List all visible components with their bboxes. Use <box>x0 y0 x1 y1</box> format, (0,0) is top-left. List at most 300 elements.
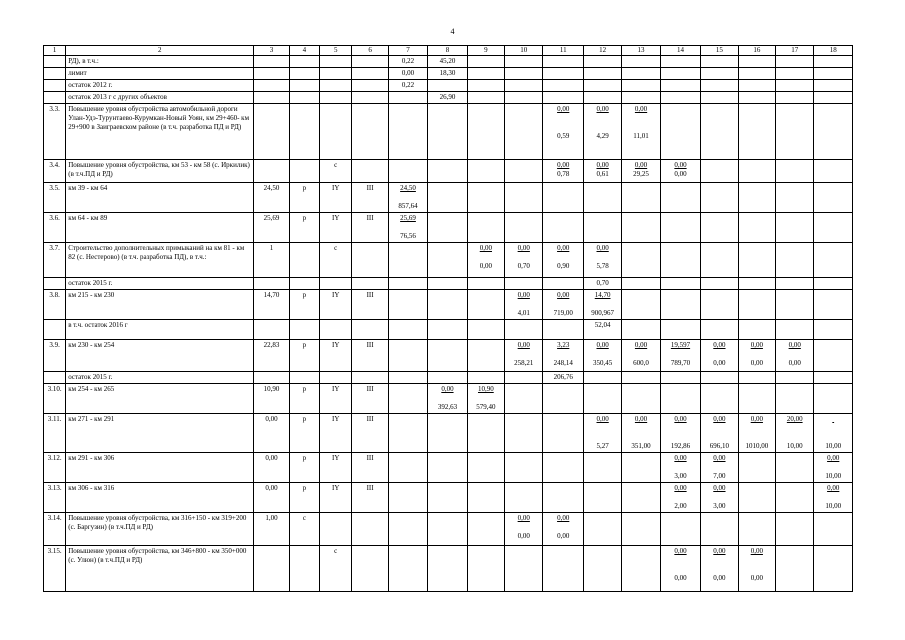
table-cell <box>776 290 814 320</box>
table-cell <box>622 183 660 213</box>
row-description: км 215 - км 230 <box>66 290 254 320</box>
table-cell <box>543 183 583 213</box>
column-header: 6 <box>352 46 388 56</box>
table-row <box>44 80 853 92</box>
table-cell <box>622 384 660 414</box>
table-cell <box>467 340 504 372</box>
table-cell <box>660 278 700 290</box>
table-cell <box>467 372 504 384</box>
table-row <box>44 213 853 243</box>
table-cell <box>543 278 583 290</box>
table-cell <box>738 546 775 592</box>
table-cell <box>505 384 543 414</box>
table-cell <box>814 453 853 483</box>
row-description: км 230 - км 254 <box>66 340 254 372</box>
table-cell <box>738 243 775 278</box>
table-cell: 3.8. <box>44 290 66 320</box>
table-cell <box>738 56 775 68</box>
cell-value <box>816 415 850 424</box>
table-cell: 3.14. <box>44 513 66 546</box>
table-cell <box>388 92 427 104</box>
table-cell: 14,70 <box>254 290 289 320</box>
table-cell <box>622 104 660 160</box>
table-cell <box>701 483 738 513</box>
table-cell <box>738 160 775 183</box>
table-cell <box>583 414 621 453</box>
table-cell <box>701 104 738 160</box>
table-cell <box>660 80 700 92</box>
table-cell <box>738 68 775 80</box>
table-cell: 206,76 <box>543 372 583 384</box>
table-cell: р <box>289 453 319 483</box>
column-header: 7 <box>388 46 427 56</box>
cell-value <box>586 350 619 359</box>
table-cell <box>543 384 583 414</box>
table-cell <box>738 453 775 483</box>
table-cell <box>701 513 738 546</box>
cell-value <box>703 350 735 359</box>
table-cell <box>352 68 388 80</box>
table-cell: III <box>352 213 388 243</box>
table-cell <box>583 104 621 160</box>
cell-value: 350,45 <box>593 359 613 367</box>
table-cell <box>44 56 66 68</box>
table-cell: 52,04 <box>583 320 621 340</box>
column-header: 3 <box>254 46 289 56</box>
table-cell: 3.6. <box>44 213 66 243</box>
cell-value: 392,63 <box>437 403 458 411</box>
table-cell <box>701 183 738 213</box>
cell-value: 4,01 <box>517 309 530 317</box>
cell-value: 5,78 <box>596 262 609 270</box>
table-cell <box>352 104 388 160</box>
table-cell <box>388 384 427 414</box>
cell-value: 0,00 <box>674 454 687 462</box>
table-cell <box>583 483 621 513</box>
table-cell <box>660 414 700 453</box>
cell-value <box>391 223 425 232</box>
table-cell <box>660 513 700 546</box>
table-cell <box>467 80 504 92</box>
table-cell <box>428 340 467 372</box>
table-cell <box>701 384 738 414</box>
cell-value <box>816 493 850 502</box>
cell-value: 0,00 <box>634 161 648 169</box>
cell-value: 10,00 <box>786 442 803 450</box>
cell-value <box>545 114 580 123</box>
table-cell <box>505 92 543 104</box>
table-cell <box>814 340 853 372</box>
cell-value: 0,00 <box>713 359 726 367</box>
table-cell <box>776 320 814 340</box>
table-cell <box>467 414 504 453</box>
cell-value <box>545 300 580 309</box>
table-cell: 45,20 <box>428 56 467 68</box>
cell-value <box>586 253 619 262</box>
cell-value: 0,00 <box>596 244 609 252</box>
table-cell <box>738 513 775 546</box>
column-header: 11 <box>543 46 583 56</box>
cell-value <box>545 350 580 359</box>
cell-value <box>507 300 540 309</box>
row-description: км 254 - км 265 <box>66 384 254 414</box>
table-cell <box>776 546 814 592</box>
cell-value <box>741 350 773 359</box>
table-cell <box>428 372 467 384</box>
table-cell <box>467 290 504 320</box>
table-cell <box>505 320 543 340</box>
row-description: км 306 - км 316 <box>66 483 254 513</box>
table-cell: р <box>289 483 319 513</box>
table-cell <box>583 213 621 243</box>
table-cell <box>320 68 352 80</box>
cell-value: 0,00 <box>634 341 648 349</box>
table-cell <box>814 372 853 384</box>
table-cell: 3.10. <box>44 384 66 414</box>
cell-value <box>703 565 735 574</box>
table-row <box>44 278 853 290</box>
table-cell <box>776 104 814 160</box>
table-cell <box>467 68 504 80</box>
row-description: остаток 2012 г. <box>66 80 254 92</box>
table-cell <box>814 290 853 320</box>
table-cell <box>428 160 467 183</box>
table-cell <box>320 56 352 68</box>
cell-value: 20,00 <box>786 415 803 423</box>
table-cell <box>660 92 700 104</box>
table-cell: IY <box>320 453 352 483</box>
table-cell <box>428 278 467 290</box>
table-cell <box>701 278 738 290</box>
table-cell <box>543 453 583 483</box>
table-cell <box>388 453 427 483</box>
table-cell <box>583 243 621 278</box>
cell-value <box>663 565 698 574</box>
table-cell <box>388 243 427 278</box>
cell-value <box>470 394 502 403</box>
table-cell <box>583 160 621 183</box>
table-cell <box>428 183 467 213</box>
table-cell <box>388 320 427 340</box>
table-cell <box>543 483 583 513</box>
table-cell <box>254 104 289 160</box>
table-cell <box>428 483 467 513</box>
table-cell <box>583 384 621 414</box>
table-cell <box>738 384 775 414</box>
cell-value: 0,00 <box>674 574 687 582</box>
column-header: 1 <box>44 46 66 56</box>
table-cell <box>583 92 621 104</box>
table-cell <box>776 92 814 104</box>
data-table <box>43 45 853 592</box>
table-cell: III <box>352 483 388 513</box>
table-cell <box>505 56 543 68</box>
table-cell <box>776 80 814 92</box>
row-description: Повышение уровня обустройства, км 346+800 - км 350+000 (с. Улюн) (в т.ч.ПД и РД) <box>66 546 254 592</box>
cell-value <box>586 123 619 132</box>
cell-value <box>663 493 698 502</box>
cell-value: 0,00 <box>479 262 492 270</box>
table-cell <box>622 56 660 68</box>
table-cell <box>814 183 853 213</box>
table-cell: 0,22 <box>388 80 427 92</box>
table-cell <box>467 92 504 104</box>
table-cell <box>467 453 504 483</box>
table-cell <box>44 320 66 340</box>
table-cell <box>289 320 319 340</box>
table-cell: 3.5. <box>44 183 66 213</box>
cell-value: 0,00 <box>674 415 687 423</box>
cell-value <box>545 253 580 262</box>
table-cell <box>352 160 388 183</box>
table-cell <box>467 213 504 243</box>
cell-value: 76,56 <box>400 232 416 240</box>
table-cell: 3.7. <box>44 243 66 278</box>
cell-value: 0,00 <box>827 484 840 492</box>
table-cell <box>320 278 352 290</box>
cell-value <box>507 253 540 262</box>
table-cell <box>543 104 583 160</box>
table-cell <box>254 278 289 290</box>
table-cell <box>388 213 427 243</box>
cell-value: 0,59 <box>557 132 570 140</box>
cell-value <box>778 350 811 359</box>
table-row <box>44 340 853 372</box>
table-row <box>44 513 853 546</box>
cell-value: 0,00 <box>441 385 454 393</box>
table-cell <box>776 513 814 546</box>
cell-value: 0,00 <box>750 415 763 423</box>
table-cell: 0,00 <box>254 414 289 453</box>
table-cell: 3.13. <box>44 483 66 513</box>
table-cell <box>543 513 583 546</box>
cell-value <box>816 433 850 442</box>
cell-value <box>586 114 619 123</box>
table-cell <box>543 68 583 80</box>
table-cell <box>254 56 289 68</box>
table-cell <box>583 183 621 213</box>
table-cell: 1,00 <box>254 513 289 546</box>
row-description: км 64 - км 89 <box>66 213 254 243</box>
cell-value: 0,00 <box>634 105 648 113</box>
table-cell <box>814 414 853 453</box>
table-cell <box>505 453 543 483</box>
table-cell <box>660 483 700 513</box>
table-cell <box>660 320 700 340</box>
table-cell: р <box>289 183 319 213</box>
table-row <box>44 243 853 278</box>
table-row <box>44 160 853 183</box>
table-cell <box>254 160 289 183</box>
table-cell: 25,69 <box>254 213 289 243</box>
row-description: км 271 - км 291 <box>66 414 254 453</box>
cell-value: 10,00 <box>825 442 842 450</box>
table-cell <box>660 453 700 483</box>
table-cell <box>814 384 853 414</box>
table-cell <box>622 278 660 290</box>
table-cell <box>701 320 738 340</box>
cell-value <box>741 424 773 433</box>
cell-value: 0,00 <box>713 574 726 582</box>
table-cell <box>776 278 814 290</box>
table-cell <box>320 104 352 160</box>
table-cell <box>428 213 467 243</box>
table-cell <box>701 160 738 183</box>
table-cell <box>289 80 319 92</box>
cell-value: 0,00 <box>674 547 687 555</box>
table-row <box>44 453 853 483</box>
table-cell: 0,00 <box>254 483 289 513</box>
table-cell <box>352 546 388 592</box>
table-cell: р <box>289 290 319 320</box>
row-description: остаток 2015 г. <box>66 372 254 384</box>
cell-value: 3,23 <box>557 341 570 349</box>
table-cell <box>505 414 543 453</box>
table-cell <box>428 513 467 546</box>
table-cell <box>583 340 621 372</box>
table-cell <box>776 340 814 372</box>
table-cell <box>738 183 775 213</box>
table-cell <box>467 546 504 592</box>
table-cell: 0,22 <box>388 56 427 68</box>
table-cell <box>814 546 853 592</box>
table-cell <box>622 546 660 592</box>
cell-value: 600,0 <box>633 359 649 367</box>
table-cell <box>701 453 738 483</box>
table-cell <box>543 414 583 453</box>
column-header: 10 <box>505 46 543 56</box>
table-cell <box>701 340 738 372</box>
cell-value: 857,64 <box>398 202 418 210</box>
table-cell <box>428 320 467 340</box>
table-cell <box>814 92 853 104</box>
table-cell <box>289 546 319 592</box>
table-cell <box>352 56 388 68</box>
cell-value: 0,00 <box>827 454 840 462</box>
cell-value: 0,00 <box>557 532 570 540</box>
table-cell <box>776 483 814 513</box>
table-cell <box>254 92 289 104</box>
table-cell <box>738 320 775 340</box>
table-cell: III <box>352 414 388 453</box>
table-cell <box>428 243 467 278</box>
table-cell <box>388 160 427 183</box>
table-cell <box>701 213 738 243</box>
cell-value: 0,00 <box>674 161 687 169</box>
table-cell <box>583 68 621 80</box>
table-cell <box>583 546 621 592</box>
cell-value: 0,70 <box>517 262 530 270</box>
table-cell <box>776 372 814 384</box>
table-cell <box>254 80 289 92</box>
table-cell <box>738 372 775 384</box>
table-cell <box>289 372 319 384</box>
table-cell <box>289 56 319 68</box>
table-cell <box>814 80 853 92</box>
table-cell <box>352 92 388 104</box>
table-cell <box>543 290 583 320</box>
cell-value <box>624 114 657 123</box>
table-cell <box>622 372 660 384</box>
column-header: 8 <box>428 46 467 56</box>
cell-value: 25,69 <box>400 214 416 222</box>
cell-value: 10,00 <box>825 472 842 480</box>
table-cell <box>543 160 583 183</box>
cell-value <box>703 433 735 442</box>
table-cell <box>622 320 660 340</box>
table-cell <box>467 183 504 213</box>
table-cell: 3.9. <box>44 340 66 372</box>
cell-value <box>586 424 619 433</box>
table-cell <box>44 80 66 92</box>
column-header: 15 <box>701 46 738 56</box>
table-cell: 3.3. <box>44 104 66 160</box>
table-cell <box>505 278 543 290</box>
table-cell <box>428 414 467 453</box>
cell-value <box>663 350 698 359</box>
table-row <box>44 104 853 160</box>
table-cell: 10,90 <box>254 384 289 414</box>
cell-value <box>507 350 540 359</box>
table-cell <box>776 160 814 183</box>
table-cell <box>352 243 388 278</box>
table-cell <box>388 278 427 290</box>
cell-value: 789,70 <box>670 359 691 367</box>
table-row <box>44 68 853 80</box>
cell-value: 0,00 <box>517 532 530 540</box>
table-cell <box>814 160 853 183</box>
table-cell <box>388 340 427 372</box>
table-cell <box>388 290 427 320</box>
table-cell <box>505 290 543 320</box>
table-cell <box>505 243 543 278</box>
table-cell <box>543 320 583 340</box>
table-cell <box>814 68 853 80</box>
cell-value <box>624 424 657 433</box>
table-cell <box>428 384 467 414</box>
table-cell <box>814 243 853 278</box>
table-cell <box>388 183 427 213</box>
table-cell <box>701 290 738 320</box>
cell-value: 7,00 <box>713 472 726 480</box>
table-cell <box>467 513 504 546</box>
table-cell <box>622 340 660 372</box>
table-cell <box>505 513 543 546</box>
cell-value: 4,29 <box>596 132 609 140</box>
table-cell <box>738 80 775 92</box>
cell-value: 14,70 <box>594 291 611 299</box>
table-cell <box>622 243 660 278</box>
table-cell <box>254 372 289 384</box>
table-row <box>44 546 853 592</box>
cell-value <box>703 463 735 472</box>
row-description: км 39 - км 64 <box>66 183 254 213</box>
table-cell <box>505 80 543 92</box>
table-cell <box>738 483 775 513</box>
table-cell <box>622 483 660 513</box>
table-cell <box>814 513 853 546</box>
table-cell <box>467 56 504 68</box>
cell-value: 0,00 <box>750 547 763 555</box>
table-cell <box>352 513 388 546</box>
row-description: РД), в т.ч.: <box>66 56 254 68</box>
cell-value <box>545 523 580 532</box>
row-description: Повышение уровня обустройства, км 316+150 - км 319+200 (с. Баргузин) (в т.ч.ПД и РД) <box>66 513 254 546</box>
table-cell: р <box>289 213 319 243</box>
table-cell <box>660 104 700 160</box>
table-cell: IY <box>320 183 352 213</box>
table-cell <box>701 92 738 104</box>
